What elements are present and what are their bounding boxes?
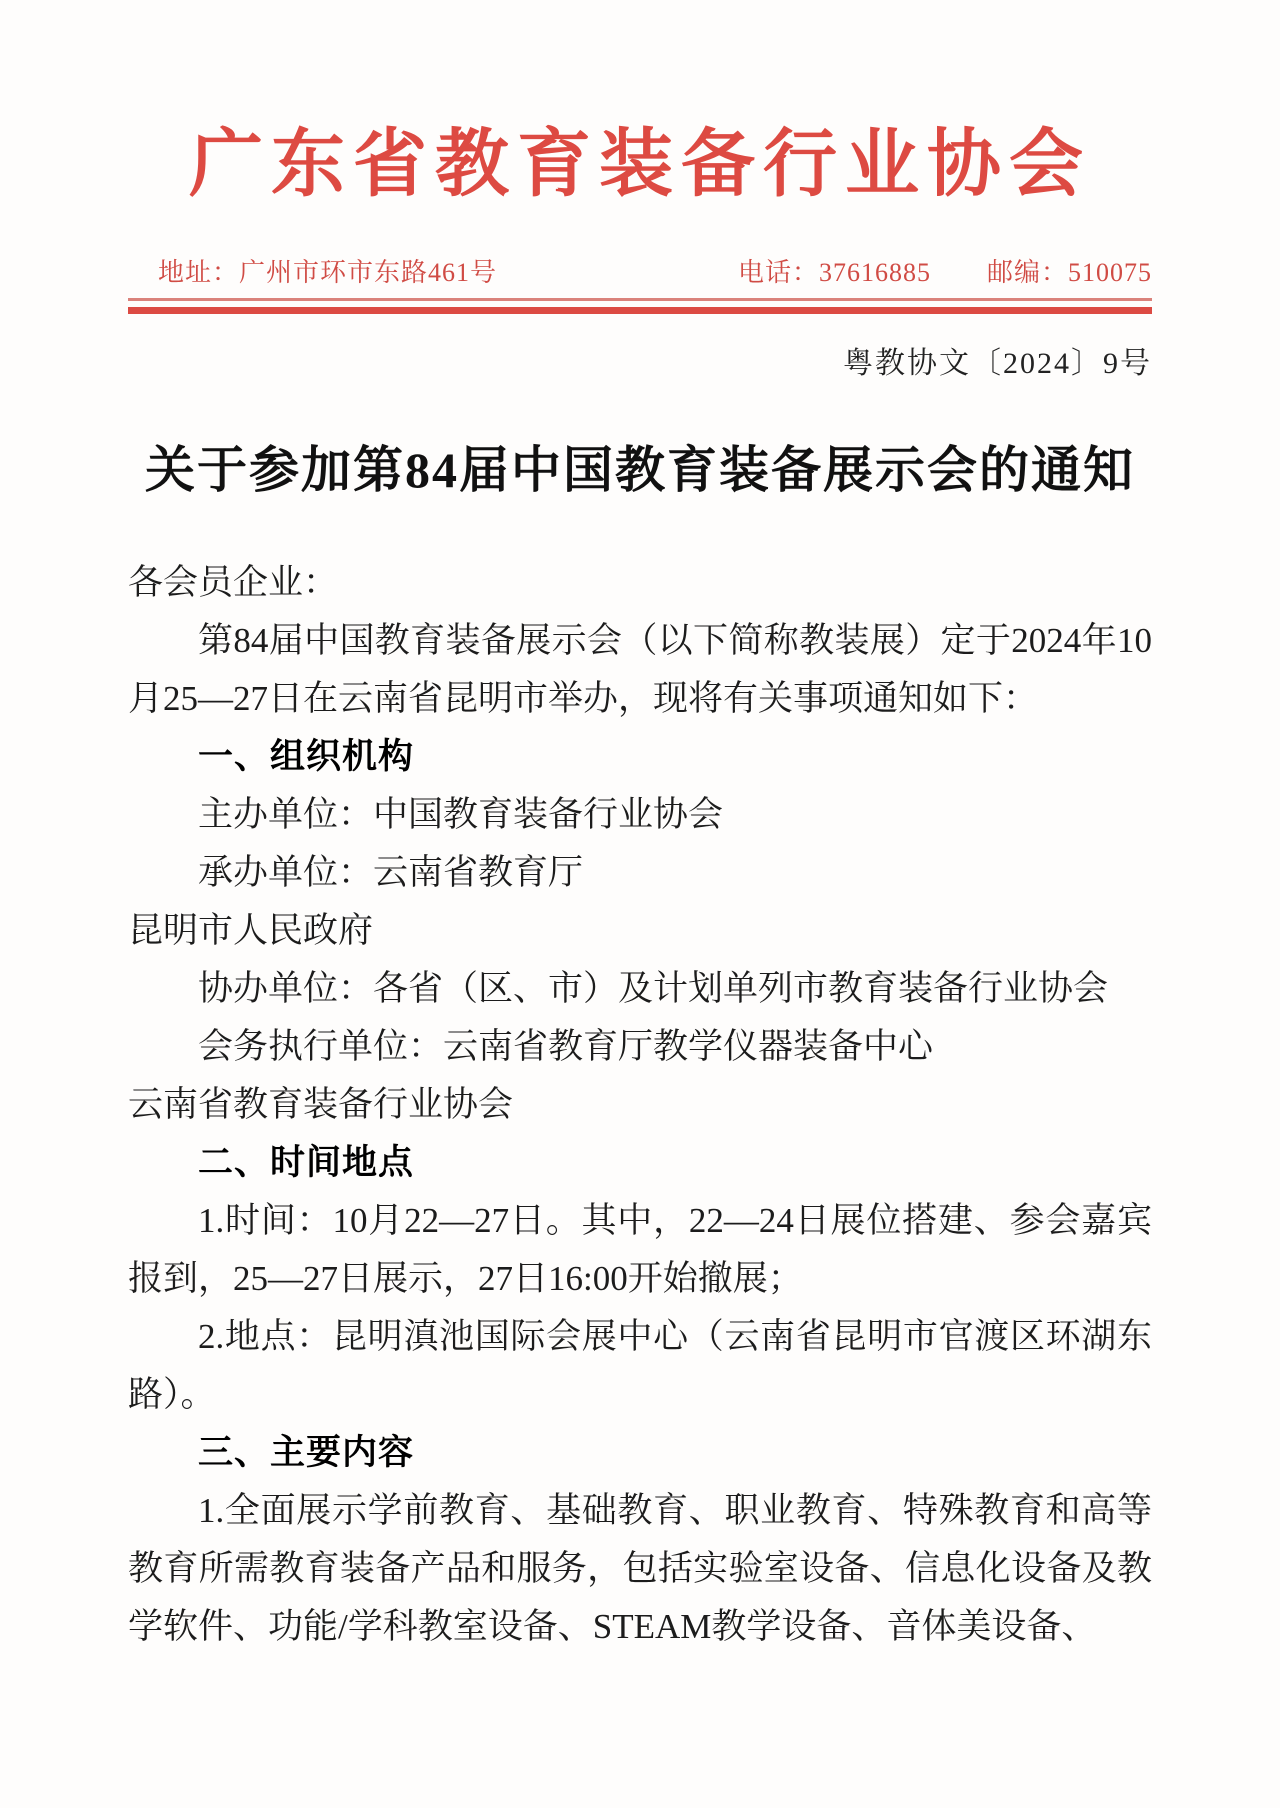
section2-place-item: 2.地点：昆明滇池国际会展中心（云南省昆明市官渡区环湖东路）。 bbox=[128, 1317, 1152, 1414]
letterhead-rule-thick bbox=[128, 307, 1152, 314]
section3-heading: 三、主要内容 bbox=[198, 1433, 415, 1472]
intro-paragraph: 第84届中国教育装备展示会（以下简称教装展）定于2024年10月25—27日在云南省昆明市举办，现将有关事项通知如下： bbox=[128, 621, 1152, 718]
letterhead-postcode: 邮编：510075 bbox=[986, 258, 1152, 287]
section1-co-organizer-line: 协办单位：各省（区、市）及计划单列市教育装备行业协会 bbox=[198, 969, 1109, 1008]
section1-executor-continuation: 云南省教育装备行业协会 bbox=[128, 1085, 514, 1124]
section1-organizer-line: 承办单位：云南省教育厅 bbox=[198, 853, 584, 892]
section1-organizer-continuation: 昆明市人民政府 bbox=[128, 911, 374, 950]
section3-content-item: 1.全面展示学前教育、基础教育、职业教育、特殊教育和高等教育所需教育装备产品和服务，包括实验室设备、信息化设备及教学软件、功能/学科教室设备、STEAM教学设备、音体美设备、 bbox=[128, 1491, 1152, 1646]
letterhead-phone: 电话：37616885 bbox=[737, 258, 931, 287]
doc-title: 关于参加第84届中国教育装备展示会的通知 bbox=[145, 442, 1135, 498]
letterhead-contact-right bbox=[738, 258, 1152, 288]
letterhead-contact-row bbox=[128, 258, 1152, 288]
salutation: 各会员企业： bbox=[128, 563, 339, 602]
section1-executor-line: 会务执行单位：云南省教育厅教学仪器装备中心 bbox=[198, 1027, 934, 1066]
letterhead bbox=[128, 118, 1152, 314]
section2-heading: 二、时间地点 bbox=[198, 1143, 415, 1182]
letterhead-address: 地址：广州市环市东路461号 bbox=[158, 258, 498, 287]
doc-number: 粤教协文〔2024〕9号 bbox=[843, 347, 1152, 380]
section1-host-line: 主办单位：中国教育装备行业协会 bbox=[198, 795, 724, 834]
doc-body bbox=[128, 554, 1152, 1656]
section1-heading: 一、组织机构 bbox=[198, 737, 415, 776]
letterhead-org-name: 广东省教育装备行业协会 bbox=[189, 124, 1091, 206]
section2-time-item: 1.时间：10月22—27日。其中，22—24日展位搭建、参会嘉宾报到，25—27日展示，27日16:00开始撤展； bbox=[128, 1201, 1152, 1298]
letterhead-rule-thin bbox=[128, 298, 1152, 301]
